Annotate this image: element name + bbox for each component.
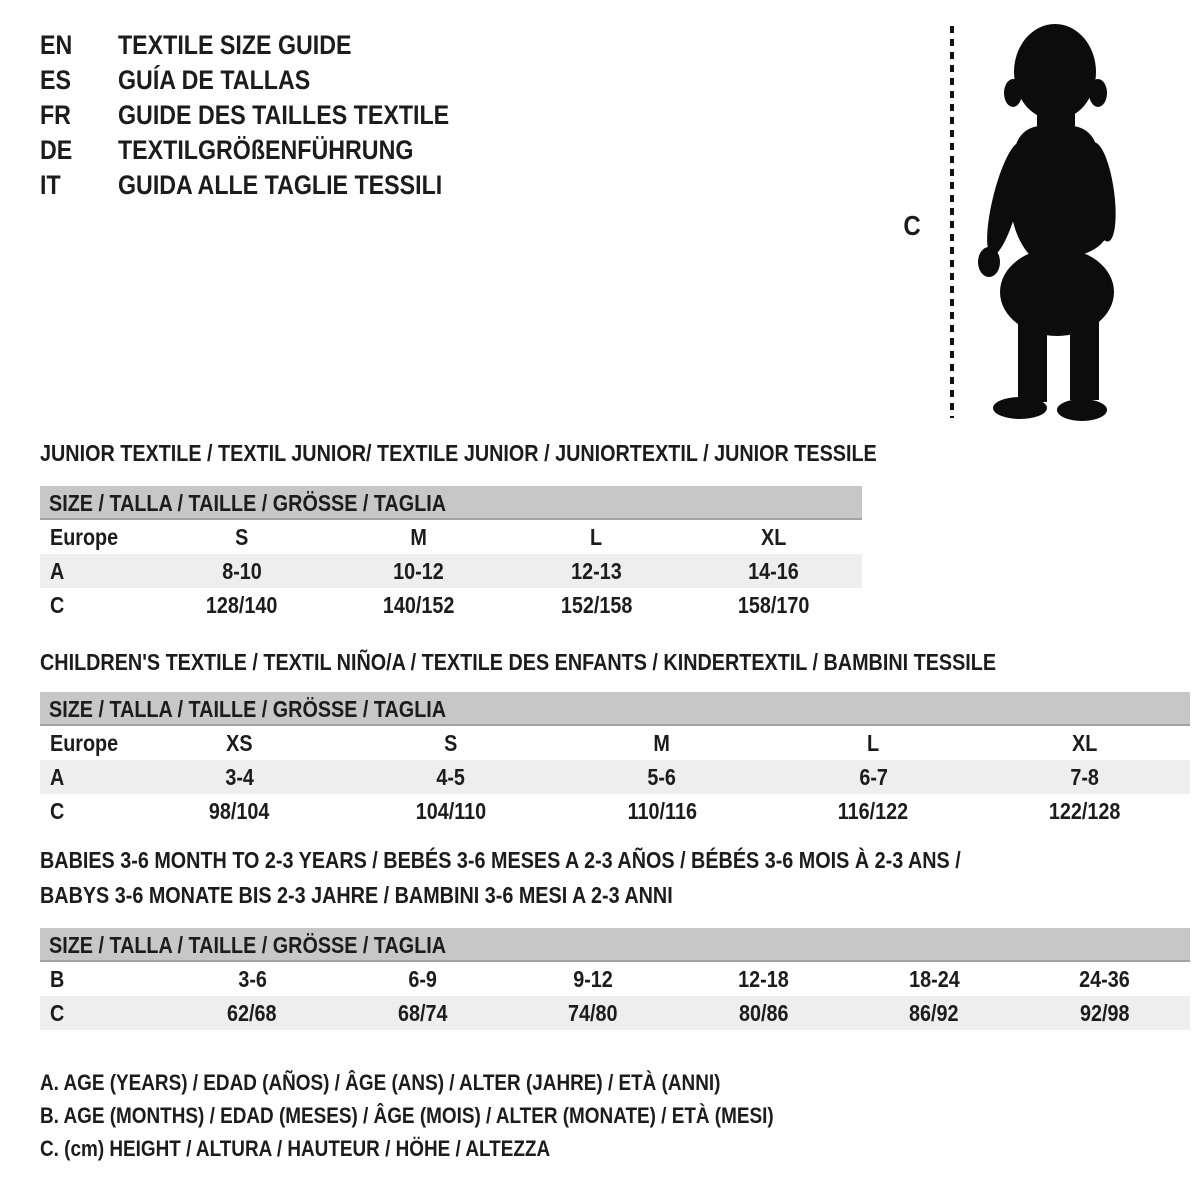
table-cell [679,966,850,993]
row-label [40,798,134,825]
table-cell [508,966,679,993]
row-label-text: B [50,965,65,992]
table-cell-text: 104/110 [415,797,487,824]
language-label [118,168,495,203]
legend-line-a [40,1066,893,1099]
table-cell [768,730,979,757]
table-row-c [40,588,862,622]
table-cell-text: 10-12 [393,557,445,584]
table-cell [1020,1000,1191,1027]
language-code-text: FR [40,100,71,130]
table-row-europe [40,520,862,554]
section-title-text: BABYS 3-6 MONATE BIS 2-3 JAHRE / BAMBINI 3-6 MESI A 2-3 ANNI [40,882,673,908]
table-cell-text: 86/92 [909,999,960,1026]
language-row-es [40,63,503,98]
table-cell [345,730,556,757]
table-cell-text: 74/80 [568,999,619,1026]
language-label-text: TEXTILE SIZE GUIDE [118,30,352,60]
table-cell [685,558,862,585]
table-cell [508,592,685,619]
table-cell [979,798,1190,825]
height-dashed-line [948,26,956,418]
table-cell-text: 12-18 [738,965,790,992]
size-header-text: SIZE / TALLA / TAILLE / GRÖSSE / TAGLIA [49,490,447,516]
table-cell [768,764,979,791]
legend [40,1066,893,1165]
language-label [118,63,342,98]
row-label-text: Europe [50,729,119,756]
language-code-text: ES [40,65,71,95]
table-cell [556,730,767,757]
language-label-text: GUIDE DES TAILLES TEXTILE [118,100,450,130]
section-children [40,645,1190,828]
table-cell-text: 92/98 [1079,999,1130,1026]
table-cell-text: 62/68 [227,999,278,1026]
table-cell [338,966,509,993]
table-cell-text: 6-9 [408,965,438,992]
table-row-a [40,554,862,588]
table-cell [508,558,685,585]
language-code [40,63,118,98]
language-code [40,168,118,203]
legend-line-c [40,1132,893,1165]
language-code-text: DE [40,135,73,165]
table-cell [345,798,556,825]
table-cell-text: 116/122 [837,797,909,824]
table-cell-text: 18-24 [908,965,960,992]
table-cell-text: 8-10 [221,557,262,584]
table-cell [685,592,862,619]
language-code [40,133,118,168]
table-cell [134,764,345,791]
table-cell-text: 152/158 [560,591,632,618]
table-cell [849,1000,1020,1027]
row-label [40,558,153,585]
table-cell-text: 24-36 [1079,965,1131,992]
language-code-text: EN [40,30,73,60]
table-cell-text: XS [226,729,253,756]
section-title-line [40,436,877,471]
toddler-silhouette-icon [958,14,1158,426]
section-title-text: JUNIOR TEXTILE / TEXTIL JUNIOR/ TEXTILE JUNIOR / JUNIORTEXTIL / JUNIOR TESSILE [40,440,877,466]
legend-line-text: B. AGE (MONTHS) / EDAD (MESES) / ÂGE (MOIS) / ALTER (MONATE) / ETÀ (MESI) [40,1103,774,1128]
language-label-text: GUÍA DE TALLAS [118,65,311,95]
table-row-b [40,962,1190,996]
row-label-text: Europe [50,523,119,550]
row-label-text: C [50,591,65,618]
table-row-europe [40,726,1190,760]
table-cell-text: 12-13 [570,557,622,584]
table-cell [153,558,330,585]
table-cell-text: 158/170 [737,591,810,618]
table-cell-text: 128/140 [205,591,278,618]
row-label [40,764,134,791]
table-cell-text: 9-12 [573,965,614,992]
legend-line-text: A. AGE (YEARS) / EDAD (AÑOS) / ÂGE (ANS) / ALTER (JAHRE) / ETÀ (ANNI) [40,1070,721,1095]
table-cell-text: 140/152 [383,591,455,618]
table-cell-text: 5-6 [647,763,677,790]
language-code [40,98,118,133]
table-cell [1020,966,1191,993]
table-cell-text: M [653,729,671,756]
table-cell-text: L [590,523,603,550]
size-header-text: SIZE / TALLA / TAILLE / GRÖSSE / TAGLIA [49,696,447,722]
language-code [40,28,118,63]
section-title-text: BABIES 3-6 MONTH TO 2-3 YEARS / BEBÉS 3-6 MESES A 2-3 AÑOS / BÉBÉS 3-6 MOIS À 2-3 ANS / [40,847,961,873]
table-cell [979,764,1190,791]
table-cell-text: XL [1071,729,1098,756]
table-cell [345,764,556,791]
table-cell [167,1000,338,1027]
table-cell-text: 6-7 [858,763,888,790]
row-label [40,592,153,619]
table-cell [330,558,507,585]
row-label [40,1000,167,1027]
table-cell-text: L [867,729,880,756]
table-cell-text: S [235,523,249,550]
table-cell [330,524,507,551]
language-row-de [40,133,503,168]
language-label [118,28,390,63]
table-cell [685,524,862,551]
section-junior [40,436,877,622]
table-row-c [40,996,1190,1030]
legend-line-b [40,1099,893,1132]
table-cell-text: 14-16 [748,557,799,584]
language-code-text: IT [40,170,61,200]
table-cell [338,1000,509,1027]
row-label [40,966,167,993]
table-cell [167,966,338,993]
table-cell-text: 122/128 [1048,797,1121,824]
table-cell [330,592,507,619]
table-cell-text: 80/86 [738,999,789,1026]
height-measure-label [902,210,922,242]
section-babies [40,843,1190,1030]
row-label [40,524,153,551]
language-label-text: GUIDA ALLE TAGLIE TESSILI [118,170,443,200]
size-header-text: SIZE / TALLA / TAILLE / GRÖSSE / TAGLIA [49,932,447,958]
language-row-fr [40,98,503,133]
table-cell [556,798,767,825]
legend-line-text: C. (cm) HEIGHT / ALTURA / HAUTEUR / HÖHE / ALTEZZA [40,1136,551,1161]
table-cell [979,730,1190,757]
table-cell [508,1000,679,1027]
size-header-bar [40,928,1190,962]
table-cell [508,524,685,551]
table-cell-text: 110/116 [627,797,697,824]
language-list [40,28,503,203]
row-label-text: C [50,797,65,824]
section-title-line [40,645,1190,680]
size-header-bar [40,692,1190,726]
table-cell-text: 7-8 [1070,763,1099,790]
language-label-text: TEXTILGRÖßENFÜHRUNG [118,135,414,165]
table-cell-text: 68/74 [397,999,448,1026]
table-row-c [40,794,1190,828]
table-row-a [40,760,1190,794]
table-cell [153,524,330,551]
table-cell-text: 3-6 [237,965,267,992]
size-header-bar [40,486,862,520]
row-label-text: A [50,557,65,584]
row-label-text: A [50,763,65,790]
table-cell [134,730,345,757]
section-title-line [40,878,1190,913]
table-cell [153,592,330,619]
table-cell-text: M [410,523,428,550]
table-cell-text: 4-5 [436,763,466,790]
table-cell-text: 98/104 [209,797,270,824]
language-row-it [40,168,503,203]
table-cell [679,1000,850,1027]
table-cell-text: 3-4 [225,763,254,790]
table-cell-text: XL [760,523,787,550]
height-measure-letter: C [903,210,921,241]
language-row-en [40,28,503,63]
table-cell [849,966,1020,993]
table-cell [768,798,979,825]
row-label-text: C [50,999,65,1026]
language-label [118,133,462,168]
table-cell [556,764,767,791]
language-label [118,98,503,133]
section-title-text: CHILDREN'S TEXTILE / TEXTIL NIÑO/A / TEXTILE DES ENFANTS / KINDERTEXTIL / BAMBINI TESSILE [40,649,997,675]
section-title-line [40,843,1190,878]
table-cell-text: S [444,729,458,756]
row-label [40,730,134,757]
table-cell [134,798,345,825]
